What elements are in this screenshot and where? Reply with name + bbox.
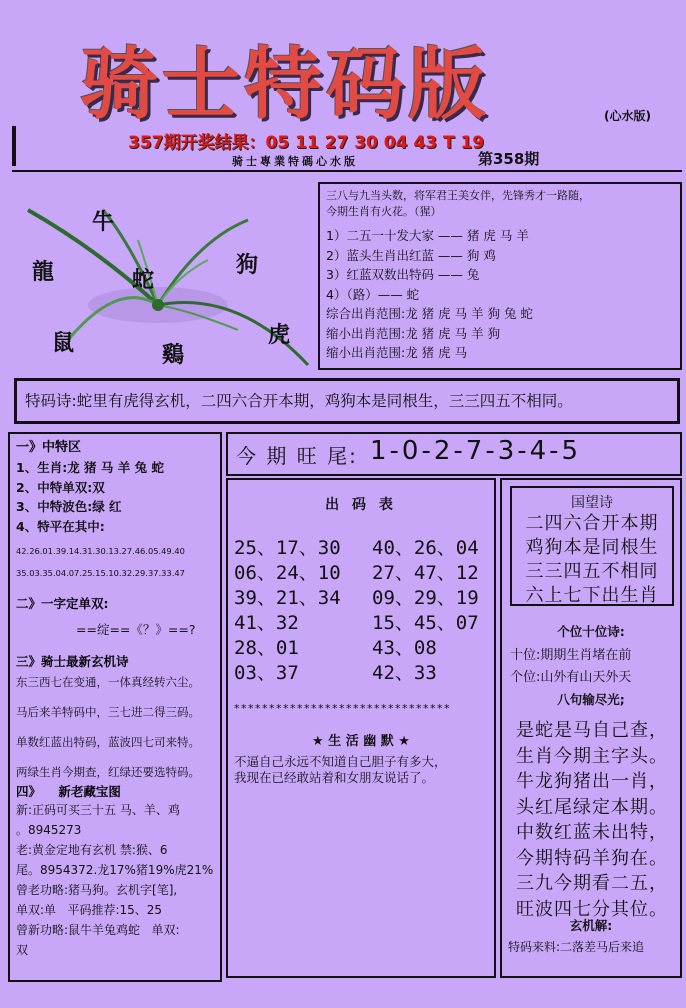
section-3-line: 马后来羊特码中，三七进二得三码。 [16, 705, 200, 719]
table-row: 28、01 43、08 [234, 637, 437, 659]
section-3-line: 两绿生肖今期查，红绿还要选特码。 [16, 765, 200, 779]
riddle-box [318, 182, 682, 370]
header-underline [12, 170, 682, 172]
number-table [226, 478, 496, 978]
guowang-title: 国望诗 [571, 495, 613, 511]
babu-title: 八句输尽光; [557, 692, 625, 707]
riddle-item: 4）（路）—— 蛇 [326, 286, 420, 302]
slogan: 骑士專業特碼心水版 [232, 155, 358, 168]
zodiac-label-snake: 蛇 [132, 267, 155, 293]
guowang-line: 鸡狗本是同根生 [525, 537, 659, 558]
edition-label: (心水版) [604, 109, 651, 123]
section-1-item: 1、生肖:龙 猪 马 羊 兔 蛇 [16, 460, 164, 475]
babu-line: 牛龙狗猪出一肖， [516, 771, 668, 792]
babu-lines [516, 718, 668, 922]
guowang-line: 六上七下出生肖 [525, 585, 659, 606]
babu-line: 旺波四七分其位。 [516, 898, 668, 920]
babu-line: 是蛇是马自己查， [516, 720, 668, 741]
header-bracket [12, 126, 16, 166]
section-2-text: ==绽==《？》==? [76, 622, 196, 637]
section-2-title: 二》一字定单双: [16, 596, 109, 611]
babu-line: 生肖今期主字头。 [516, 745, 668, 767]
riddle-item: 1）二五一十发大家 —— 猪 虎 马 羊 [326, 228, 529, 243]
section-3-title: 三》骑士最新玄机诗 [16, 654, 129, 669]
page-title: 骑士特码版 [80, 39, 491, 130]
zodiac-label-dog: 狗 [236, 252, 259, 278]
digit-poem-line: 十位:期期生肖堵在前 [510, 648, 632, 663]
section-3-line: 单数红蓝出特码，蓝波四七司来特。 [16, 735, 200, 749]
table-title: 出 码 表 [325, 497, 397, 513]
section-4-title: 四》 新老藏宝图 [16, 784, 121, 799]
riddle-item: 缩小出肖范围:龙 猪 虎 马 [326, 345, 468, 360]
babu-line: 中数红蓝未出特， [516, 822, 668, 843]
section-4-line: 新:正码可买三十五 马、羊、鸡 [16, 803, 180, 817]
table-row: 25、17、30 40、26、04 [234, 537, 479, 559]
humor-line: 不逼自己永远不知道自己胆子有多大， [234, 754, 447, 769]
section-4-line: 曾新功略:鼠牛羊兔鸡蛇 单双: [16, 923, 180, 937]
humor-title: ★ 生 活 幽 默 ★ [312, 734, 410, 749]
star-divider: ******************************* [234, 702, 451, 715]
babu-line: 三九今期看二五， [516, 873, 668, 894]
table-row: 39、21、34 09、29、19 [234, 587, 479, 609]
section-4-line: 双 [16, 943, 29, 957]
wangwei-bar [226, 432, 682, 476]
wangwei-label: 今 期 旺 尾: [236, 444, 358, 468]
section-1-item: 2、中特单双:双 [16, 479, 105, 495]
section-4-line: 单双:单 平码推荐:15、25 [16, 903, 163, 917]
riddle-item: 缩小出肖范围:龙 猪 虎 马 羊 狗 [326, 325, 501, 341]
riddle-intro-1: 三八与九当头数，将军君王美女伴，先锋秀才一路随， [326, 189, 590, 202]
table-row: 06、24、10 27、47、12 [234, 562, 479, 584]
section-4-line: 老:黄金定地有玄机 禁:猴、6 [16, 843, 168, 857]
riddle-item: 3）红蓝双数出特码 —— 兔 [326, 267, 480, 282]
humor-line: 我现在已经敢站着和女朋友说话了。 [234, 770, 435, 785]
poem-bar-text: 特码诗:蛇里有虎得玄机，二四六合开本期，鸡狗本是同根生，三三四五不相同。 [25, 392, 573, 410]
riddle-item: 综合出肖范围:龙 猪 虎 马 羊 狗 兔 蛇 [326, 306, 534, 321]
numbers-line-2: 35.03.35.04.07.25.15.10.32.29.37.33.47 [16, 568, 185, 578]
issue-number: 第358期 [478, 150, 540, 168]
table-rows [234, 536, 479, 686]
zodiac-label-tiger: 虎 [268, 322, 291, 348]
xuanji-text: 特码来料:二落差马后来追 [508, 940, 645, 954]
digit-poem-line: 个位:山外有山天外天 [510, 670, 632, 685]
section-1-item: 4、特平在其中: [16, 518, 105, 534]
numbers-line-1: 42.26.01.39.14.31.30.13.27.46.05.49.40 [16, 546, 185, 556]
table-row: 41、32 15、45、07 [234, 612, 479, 634]
zodiac-label-rooster: 鷄 [162, 342, 185, 368]
section-4-line: 曾老功略:猪马狗。玄机字[笔], [16, 883, 178, 897]
table-row: 03、37 42、33 [234, 662, 437, 684]
section-1-item: 3、中特波色:绿 红 [16, 499, 122, 514]
zodiac-label-ox: 牛 [92, 209, 115, 235]
guowang-line: 二四六合开本期 [525, 513, 659, 534]
poem-bar [14, 378, 680, 424]
digit-poem-title: 个位十位诗: [557, 624, 625, 639]
left-column [8, 432, 222, 982]
babu-line: 今期特码羊狗在。 [516, 847, 668, 869]
wangwei-value: 1-0-2-7-3-4-5 [370, 436, 582, 466]
guowang-box [510, 486, 674, 606]
zodiac-label-dragon: 龍 [32, 259, 55, 285]
lottery-result: 357期开奖结果：05 11 27 30 04 43 T 19 [128, 133, 485, 153]
section-4-line: 尾。8954372.龙17%猪19%虎21% [16, 863, 214, 877]
section-3-line: 东三西七在变通，一体真经转六尘。 [16, 675, 200, 689]
babu-line: 头红尾绿定本期。 [516, 796, 668, 818]
guowang-line: 三三四五不相同 [525, 561, 659, 582]
section-1-title: 一》中特区 [16, 440, 82, 455]
riddle-intro-2: 今期生肖有火花。（猩） [326, 205, 442, 218]
xuanji-title: 玄机解: [569, 918, 613, 933]
right-column [500, 478, 682, 978]
zodiac-label-rat: 鼠 [52, 330, 75, 356]
riddle-item: 2）蓝头生肖出红蓝 —— 狗 鸡 [326, 247, 496, 263]
section-4-line: 。8945273 [16, 823, 82, 837]
